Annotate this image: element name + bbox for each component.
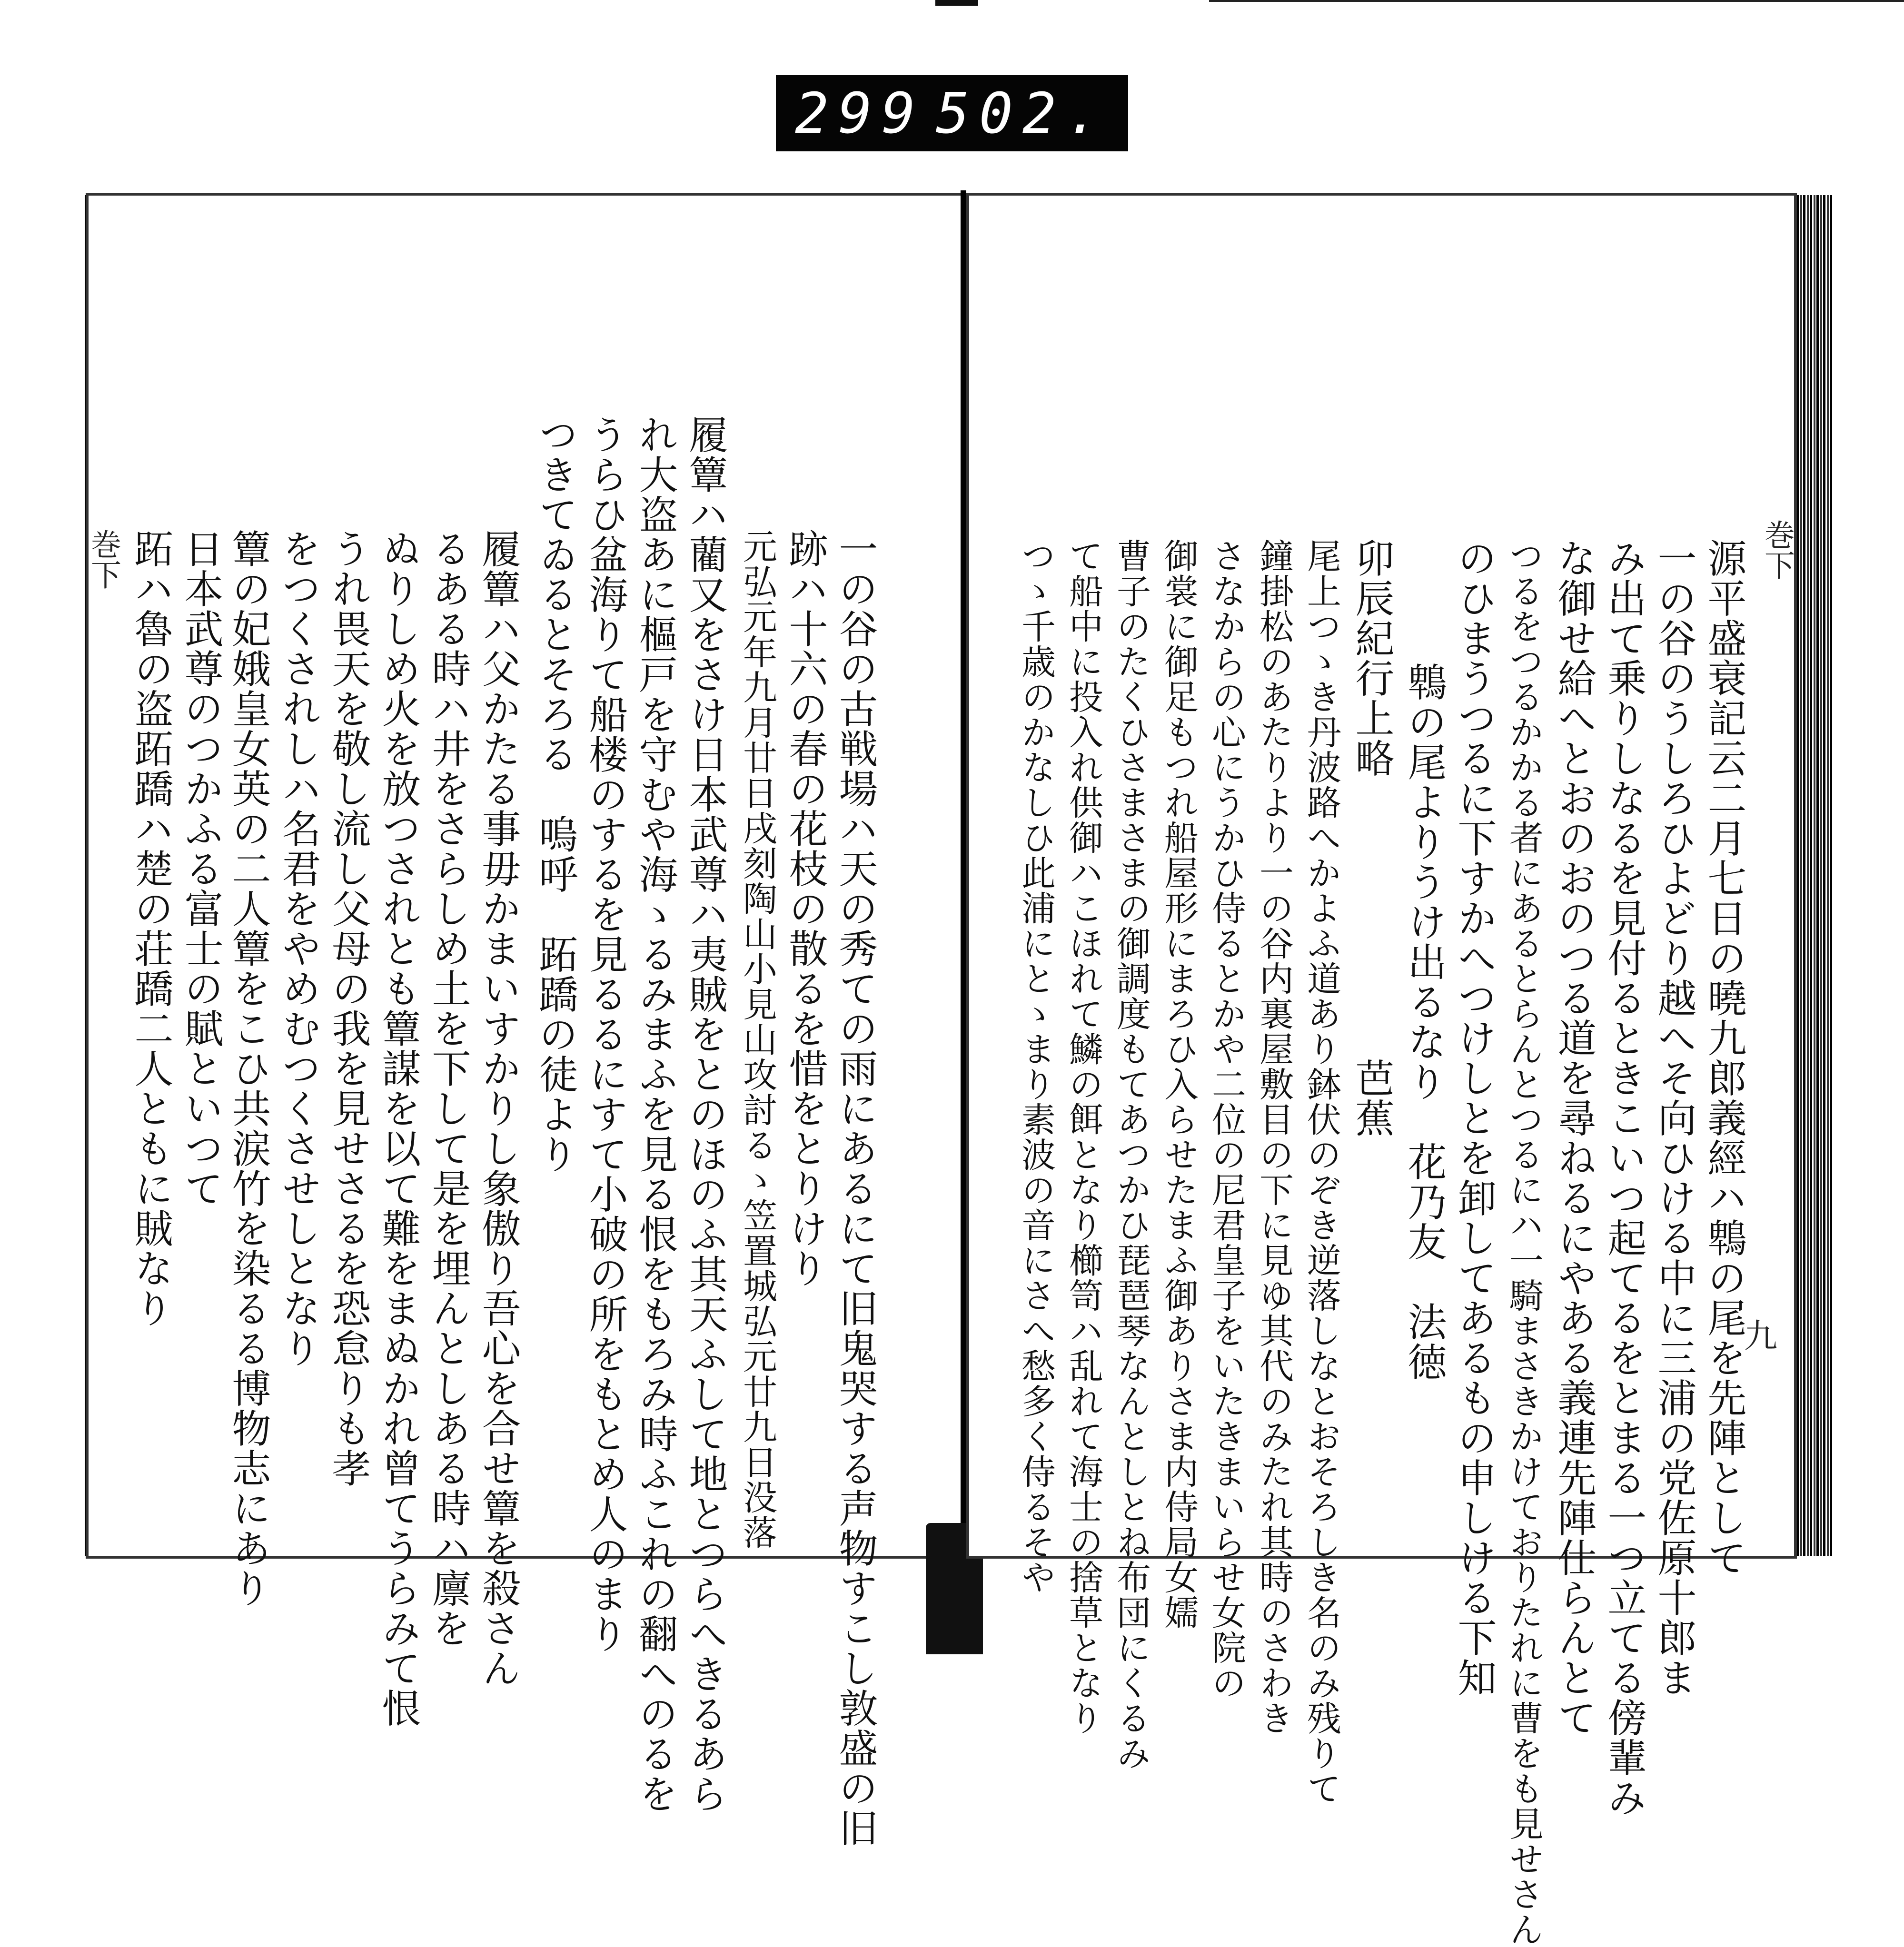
right-col-6: のひまうつるに下すかへつけしとを卸してあるもの申しける下知 (1451, 538, 1497, 1698)
left-edge-mark: 巻下 (86, 529, 121, 590)
left-col-3: 元弘元年九月廿日戌刻陶山小見山攻討るゝ笠置城弘元廿九日没落 (737, 529, 777, 1550)
left-col-4: 履簟ハ藺又をさけ日本武尊ハ夷賊をとのほのふ其天ふして地とつらへきるあら (683, 415, 728, 1814)
right-col-2: 一の谷のうしろひよどり越へそ向ひける中に三浦の党佐原十郎ま (1651, 538, 1696, 1698)
left-col-13: 簟の妃娥皇女英の二人簟をこひ共涙竹を染るる博物志にあり (226, 529, 271, 1608)
right-col-13: 曹子のたくひさまさまの御調度もてあつかひ琵琶琴なんとしとね布団にくるみ (1111, 538, 1151, 1771)
right-col-5: つるをつるかかる者にあるとらんとつるにハ一騎まさきかけておりたれに曹をも見せさん (1504, 538, 1544, 1947)
book-spine (961, 190, 966, 1571)
left-col-6: うらひ盆海りて船楼のするを見るるにすて小破の所をもとめ人のまり (583, 415, 628, 1654)
right-col-4: な御せ給へとおのおのつる道を尋ねるにやある義連先陣仕らんとて (1551, 538, 1597, 1738)
page-folio: 九 (1744, 1316, 1777, 1355)
left-col-8: 履簟ハ父かたる事毋かまいすかりし象傲り吾心を合せ簟を殺さん (476, 529, 521, 1688)
right-col-1: 源平盛衰記云二月七日の曉九郎義經ハ鵯の尾を先陣として (1701, 538, 1746, 1578)
right-col-8: 卯辰紀行上略 芭蕉 (1349, 538, 1394, 1138)
left-col-1: 一の谷の古戦場ハ天の秀ての雨にあるにて旧鬼哭する声物すこし敦盛の旧 (833, 529, 878, 1848)
left-col-11: うれ畏天を敬し流し父母の我を見せさるを恐怠りも孝 (326, 529, 371, 1488)
label-left-number: 299 (795, 80, 925, 146)
top-binding-tab (935, 0, 978, 6)
left-col-14: 日本武尊のつかふる富士の賦といつて (178, 529, 223, 1208)
right-col-3: み出て乗りしなるを見付るときこいつ起てるをとまる一つ立てる傍輩み (1601, 538, 1646, 1818)
right-edge-mark: 巻下 (1759, 519, 1795, 580)
top-edge-line (1209, 0, 1904, 2)
left-col-5: れ大盗あに樞戸を守むや海ゝるみまふを見る恨をもろみ時ふこれの翻へのるを (633, 415, 678, 1814)
left-col-7: つきてゐるとそろる 嗚呼 跖蹻の徒より (533, 415, 578, 1174)
right-col-7: 鵯の尾よりうけ出るなり 花乃友 法徳 (1401, 662, 1447, 1382)
left-col-9: るある時ハ井をさらしめ土を下して是を埋んとしある時ハ廪を (426, 529, 471, 1648)
left-page (86, 193, 971, 1848)
right-col-14: て船中に投入れ供御ハこほれて鱗の餌となり櫛笥ハ乱れて海士の捨草となり (1063, 538, 1103, 1736)
right-col-9: 尾上つゝき丹波路へかよふ道あり鉢伏のぞき逆落しなとおそろしき名のみ残りて (1301, 538, 1341, 1806)
right-col-12: 御裳に御足もつれ船屋形にまろひ入らせたまふ御ありさま内侍局女嬬 (1159, 538, 1199, 1630)
right-col-15: つゝ千歳のかなしひ此浦にとゝまり素波の音にさへ愁多く侍るそや (1016, 538, 1056, 1595)
left-col-2: 跡ハ十六の春の花枝の散るを惜をとりけり (783, 529, 828, 1288)
label-right-number: 502. (935, 80, 1109, 146)
left-col-10: ぬりしめ火を放つされとも簟謀を以て難をまぬかれ曾てうらみて恨 (376, 529, 421, 1728)
frame-label-tab (776, 75, 1128, 151)
left-col-12: をつくされしハ名君をやめむつくさせしとなり (276, 529, 321, 1368)
right-col-11: さなからの心にうかひ侍るとかや二位の尼君皇子をいたきまいらせ女院の (1206, 538, 1246, 1700)
left-col-15: 跖ハ魯の盗跖蹻ハ楚の荘蹻二人ともに賊なり (128, 529, 173, 1328)
right-col-10: 鐘掛松のあたりより一の谷内裏屋敷目の下に見ゆ其代のみたれ其時のさわき (1254, 538, 1294, 1736)
right-page (966, 193, 1797, 1947)
